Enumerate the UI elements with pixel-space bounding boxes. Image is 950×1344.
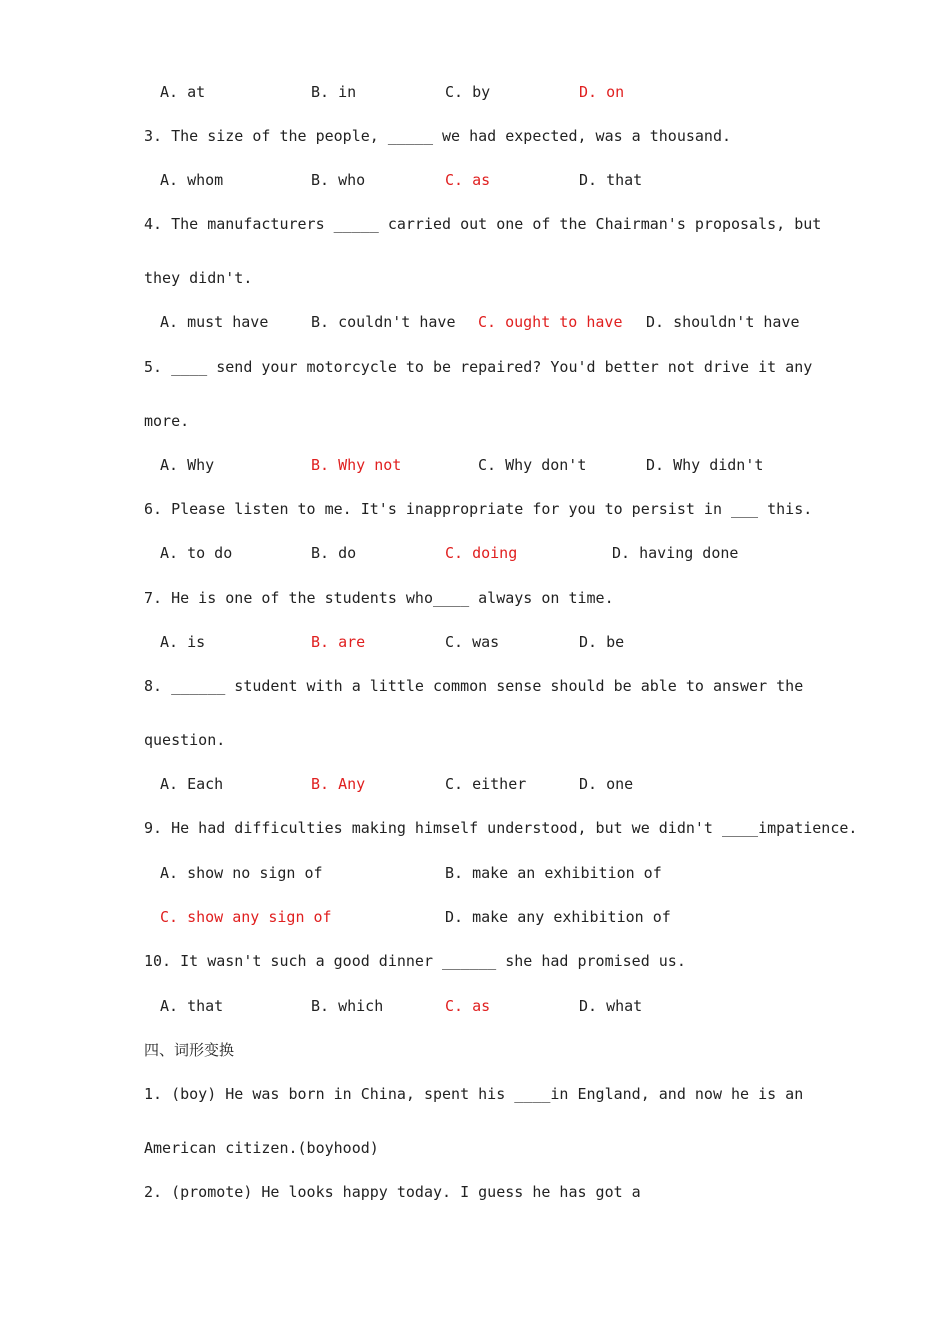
- q3-option-b: B. who: [311, 171, 366, 189]
- q2-option-d-correct: D. on: [579, 83, 625, 101]
- q5-option-c: C. Why don't: [478, 456, 587, 474]
- q9-option-b: B. make an exhibition of: [445, 864, 662, 882]
- q10-option-b: B. which: [311, 997, 384, 1015]
- q7-stem: 7. He is one of the students who____ always on time.: [144, 589, 614, 607]
- q8-option-a: A. Each: [160, 775, 224, 793]
- q3-option-a: A. whom: [160, 171, 224, 189]
- q2-option-a: A. at: [160, 83, 206, 101]
- q3-stem: 3. The size of the people, _____ we had expected, was a thousand.: [144, 127, 731, 145]
- q7-option-b-correct: B. are: [311, 633, 366, 651]
- s4-q1-line2: American citizen.(boyhood): [144, 1139, 379, 1157]
- section-4-heading: 四、词形变换: [144, 1041, 235, 1059]
- q2-option-b: B. in: [311, 83, 357, 101]
- q9-option-a: A. show no sign of: [160, 864, 323, 882]
- q5-stem-line1: 5. ____ send your motorcycle to be repaired? You'd better not drive it any: [144, 358, 813, 376]
- q2-option-c: C. by: [445, 83, 491, 101]
- s4-q2-line1: 2. (promote) He looks happy today. I guess he has got a: [144, 1183, 641, 1201]
- q7-option-c: C. was: [445, 633, 500, 651]
- q4-stem-line1: 4. The manufacturers _____ carried out one of the Chairman's proposals, but: [144, 215, 822, 233]
- q9-option-c-correct: C. show any sign of: [160, 908, 332, 926]
- q7-option-a: A. is: [160, 633, 206, 651]
- q9-stem: 9. He had difficulties making himself understood, but we didn't ____impatience.: [144, 819, 858, 837]
- q5-stem-line2: more.: [144, 412, 190, 430]
- q4-option-d: D. shouldn't have: [646, 313, 800, 331]
- q4-stem-line2: they didn't.: [144, 269, 253, 287]
- q5-option-b-correct: B. Why not: [311, 456, 402, 474]
- q8-option-b-correct: B. Any: [311, 775, 366, 793]
- q6-option-a: A. to do: [160, 544, 233, 562]
- q3-option-c-correct: C. as: [445, 171, 491, 189]
- q8-option-c: C. either: [445, 775, 527, 793]
- q8-stem-line1: 8. ______ student with a little common sense should be able to answer the: [144, 677, 804, 695]
- q5-option-d: D. Why didn't: [646, 456, 764, 474]
- q6-option-d: D. having done: [612, 544, 739, 562]
- q8-option-d: D. one: [579, 775, 634, 793]
- q7-option-d: D. be: [579, 633, 625, 651]
- q10-stem: 10. It wasn't such a good dinner ______ she had promised us.: [144, 952, 686, 970]
- q8-stem-line2: question.: [144, 731, 226, 749]
- q4-option-c-correct: C. ought to have: [478, 313, 623, 331]
- q10-option-d: D. what: [579, 997, 643, 1015]
- q6-option-c-correct: C. doing: [445, 544, 518, 562]
- q6-option-b: B. do: [311, 544, 357, 562]
- q6-stem: 6. Please listen to me. It's inappropriate for you to persist in ___ this.: [144, 500, 813, 518]
- q4-option-b: B. couldn't have: [311, 313, 456, 331]
- q10-option-a: A. that: [160, 997, 224, 1015]
- q9-option-d: D. make any exhibition of: [445, 908, 671, 926]
- s4-q1-line1: 1. (boy) He was born in China, spent his ____in England, and now he is an: [144, 1085, 804, 1103]
- q5-option-a: A. Why: [160, 456, 215, 474]
- q10-option-c-correct: C. as: [445, 997, 491, 1015]
- q4-option-a: A. must have: [160, 313, 269, 331]
- q3-option-d: D. that: [579, 171, 643, 189]
